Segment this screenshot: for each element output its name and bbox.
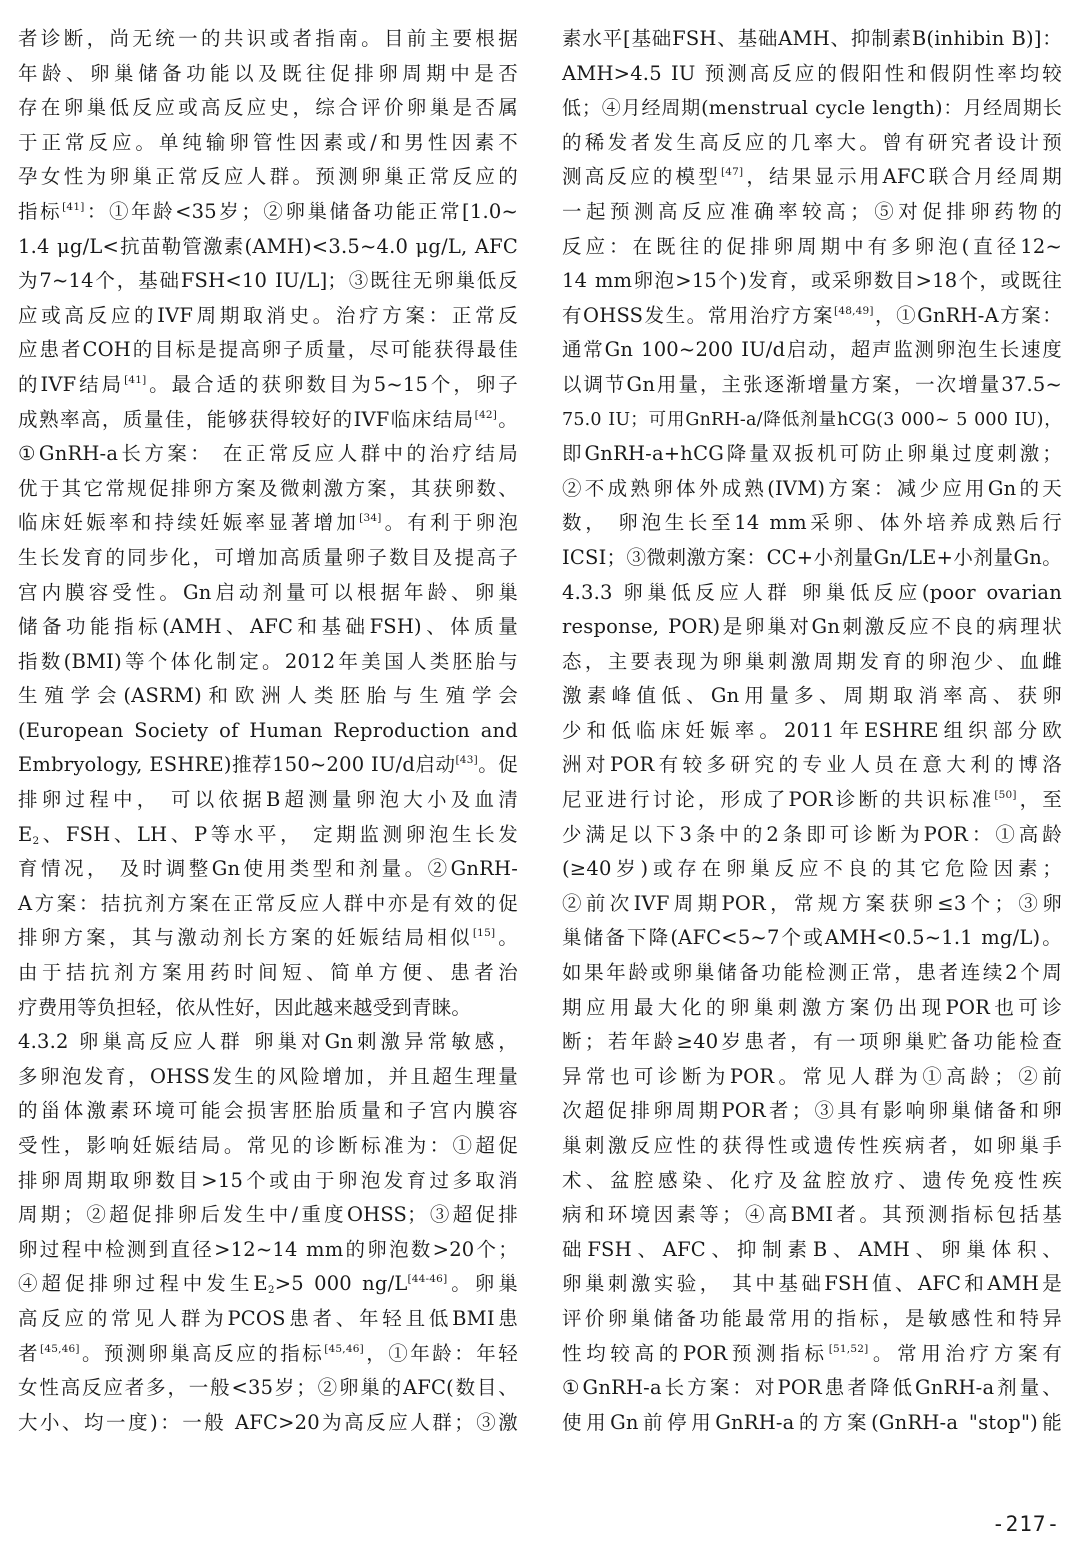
text-line: 者诊断，尚无统一的共识或者指南。目前主要根据 [18,27,518,50]
text-line: 的甾体激素环境可能会损害胚胎质量和子宫内膜容 [18,1099,518,1123]
text-line: 激素峰值低、Gn用量多、周期取消率高、获卵 [562,684,1062,708]
text-line: ①GnRH-a长方案： 在正常反应人群中的治疗结局 [18,442,518,466]
text-line: 周期；②超促排卵后发生中/重度OHSS；③超促排 [18,1203,518,1227]
text-line: 次超促排卵周期POR者；③具有影响卵巢储备和卵 [562,1099,1062,1123]
text-line: 储备功能指标(AMH、AFC和基础FSH)、体质量 [18,615,518,639]
text-line: 低；④月经周期(menstrual cycle length)：月经周期长 [562,97,1062,120]
text-line: ②不成熟卵体外成熟(IVM)方案：减少应用Gn的天 [562,476,1062,500]
right-column [562,22,1062,1440]
text-line: 的IVF结局[41]。最合适的获卵数目为5~15个，卵子 [18,372,518,396]
text-line: 测高反应的模型[47]，结果显示用AFC联合月经周期 [562,165,1062,189]
text-line: 4.3.2 卵巢高反应人群 卵巢对Gn刺激异常敏感， [18,1030,518,1054]
text-line: ②前次IVF周期POR，常规方案获卵≤3个；③卵 [562,891,1062,915]
text-line: 少和低临床妊娠率。2011年ESHRE组织部分欧 [562,718,1062,742]
text-line: 14 mm卵泡>15个)发育，或采卵数目>18个，或既往 [562,269,1062,293]
text-line: 排卵方案，其与激动剂长方案的妊娠结局相似[15]。 [18,926,518,950]
text-line: 指标[41]：①年龄<35岁；②卵巢储备功能正常[1.0~ [18,199,518,223]
text-line: Embryology, ESHRE)推荐150~200 IU/d启动[43]。促 [18,753,518,777]
text-line: 75.0 IU；可用GnRH-a/降低剂量hCG(3 000~ 5 000 IU)， [562,409,1062,430]
text-line: 成熟率高，质量佳，能够获得较好的IVF临床结局[42]。 [18,407,519,431]
text-line: 存在卵巢低反应或高反应史，综合评价卵巢是否属 [18,96,518,120]
text-line: 术、盆腔感染、化疗及盆腔放疗、遗传免疫性疾 [562,1168,1062,1192]
text-line: (≥40岁)或存在卵巢反应不良的其它危险因素； [562,857,1062,881]
text-line: 有OHSS发生。常用治疗方案[48,49]，①GnRH-A方案： [562,303,1062,327]
text-line: AMH>4.5 IU 预测高反应的假阳性和假阴性率均较 [562,61,1062,85]
text-line: 育情况， 及时调整Gn使用类型和剂量。②GnRH- [18,857,518,881]
text-line: 多卵泡发育，OHSS发生的风险增加，并且超生理量 [18,1064,518,1088]
text-line: 大小、均一度)：一般 AFC>20为高反应人群；③激 [18,1410,518,1434]
text-line: 断；若年龄≥40岁患者，有一项卵巢贮备功能检查 [562,1030,1062,1054]
text-line: 生长发育的同步化，可增加高质量卵子数目及提高子 [18,545,518,569]
text-line: 少满足以下3条中的2条即可诊断为POR：①高龄 [562,822,1062,846]
text-line: 女性高反应者多，一般<35岁；②卵巢的AFC(数目、 [18,1376,518,1400]
text-line: 尼亚进行讨论，形成了POR诊断的共识标准[50]，至 [562,788,1062,812]
text-line: 期应用最大化的卵巢刺激方案仍出现POR也可诊 [562,995,1062,1019]
text-line: 巢刺激反应性的获得性或遗传性疾病者，如卵巢手 [562,1134,1062,1157]
text-line: 的稀发者发生高反应的几率大。曾有研究者设计预 [562,130,1062,154]
text-line: 排卵过程中， 可以依据B超测量卵泡大小及血清 [18,788,518,812]
text-line: ④超促排卵过程中发生$E_2>5$ 000 ng/L[44-46]。卵巢 [18,1272,518,1297]
text-line: 反应：在既往的促排卵周期中有多卵泡(直径12~ [562,234,1062,258]
text-line: A方案：拮抗剂方案在正常反应人群中亦是有效的促 [18,891,518,915]
text-line: 为7~14个，基础FSH<10 IU/L]；③既往无卵巢低反 [18,269,518,293]
text-line: 性均较高的POR预测指标[51,52]。常用治疗方案有 [562,1341,1062,1365]
text-line: 高反应的常见人群为PCOS患者、年轻且低BMI患 [18,1306,518,1330]
text-line: 素水平[基础FSH、基础AMH、抑制素B(inhibin B)]： [562,27,1062,50]
text-line: 即GnRH-a+hCG降量双扳机可防止卵巢过度刺激； [562,442,1062,466]
text-line: 孕女性为卵巢正常反应人群。预测卵巢正常反应的 [18,165,518,189]
text-line: 异常也可诊断为POR。常见人群为①高龄；②前 [562,1064,1062,1088]
text-line: 应患者COH的目标是提高卵子质量，尽可能获得最佳 [18,338,518,362]
text-line: 1.4 μg/L<抗苗勒管激素(AMH)<3.5~4.0 μg/L, AFC [18,234,518,258]
text-line: 评价卵巢储备功能最常用的指标，是敏感性和特异 [562,1306,1062,1330]
text-line: 卵巢刺激实验， 其中基础FSH值、AFC和AMH是 [562,1272,1062,1296]
text-line: 生殖学会(ASRM)和欧洲人类胚胎与生殖学会 [18,684,518,708]
text-line: 病和环境因素等；④高BMI者。其预测指标包括基 [562,1203,1062,1227]
text-line: 通常Gn 100~200 IU/d启动，超声监测卵泡生长速度 [562,338,1062,362]
text-line: 于正常反应。单纯输卵管性因素或/和男性因素不 [18,130,518,154]
text-line: 应或高反应的IVF周期取消史。治疗方案：正常反 [18,303,518,327]
text-line: 洲对POR有较多研究的专业人员在意大利的博洛 [562,753,1062,777]
text-line: 使用Gn前停用GnRH-a的方案(GnRH-a "stop")能 [562,1410,1062,1434]
text-line: 数， 卵泡生长至14 mm采卵、体外培养成熟后行 [562,511,1062,535]
text-line: $E_2$、FSH、LH、P等水平， 定期监测卵泡生长发 [18,822,518,847]
text-line: ICSI；③微刺激方案：CC+小剂量Gn/LE+小剂量Gn。 [562,545,1062,569]
text-line: response, POR)是卵巢对Gn刺激反应不良的病理状 [562,615,1062,639]
page-number: -217- [992,1512,1061,1536]
text-line: 优于其它常规促排卵方案及微刺激方案，其获卵数、 [18,476,518,500]
text-line: 础FSH、AFC、抑制素B、AMH、卵巢体积、 [562,1237,1062,1261]
text-line: 受性，影响妊娠结局。常见的诊断标准为：①超促 [18,1134,518,1157]
text-line: 4.3.3 卵巢低反应人群 卵巢低反应(poor ovarian [562,580,1062,604]
text-line: ①GnRH-a长方案：对POR患者降低GnRH-a剂量、 [562,1376,1062,1400]
text-line: 以调节Gn用量，主张逐渐增量方案，一次增量37.5~ [562,372,1062,396]
text-line: 指数(BMI)等个体化制定。2012年美国人类胚胎与 [18,649,518,673]
text-line: 卵过程中检测到直径>12~14 mm的卵泡数>20个； [18,1237,518,1261]
text-line: (European Society of Human Reproduction and [18,718,518,742]
text-line: 由于拮抗剂方案用药时间短、简单方便、患者治 [18,961,518,985]
text-line: 宫内膜容受性。Gn启动剂量可以根据年龄、卵巢 [18,580,518,604]
text-line: 年龄、卵巢储备功能以及既往促排卵周期中是否 [18,61,518,85]
text-line: 如果年龄或卵巢储备功能检测正常，患者连续2个周 [562,961,1062,985]
left-column [18,22,518,1440]
text-line: 巢储备下降(AFC<5~7个或AMH<0.5~1.1 mg/L)。 [562,926,1062,950]
text-line: 一起预测高反应准确率较高；⑤对促排卵药物的 [562,199,1062,223]
text-line: 排卵周期取卵数目>15个或由于卵泡发育过多取消 [18,1168,518,1192]
text-line: 疗费用等负担轻，依从性好，因此越来越受到青睐。 [18,995,472,1019]
text-line: 临床妊娠率和持续妊娠率显著增加[34]。有利于卵泡 [18,511,518,535]
text-line: 者[45,46]。预测卵巢高反应的指标[45,46]，①年龄：年轻 [18,1341,519,1365]
text-line: 态，主要表现为卵巢刺激周期发育的卵泡少、血雌 [562,649,1062,673]
